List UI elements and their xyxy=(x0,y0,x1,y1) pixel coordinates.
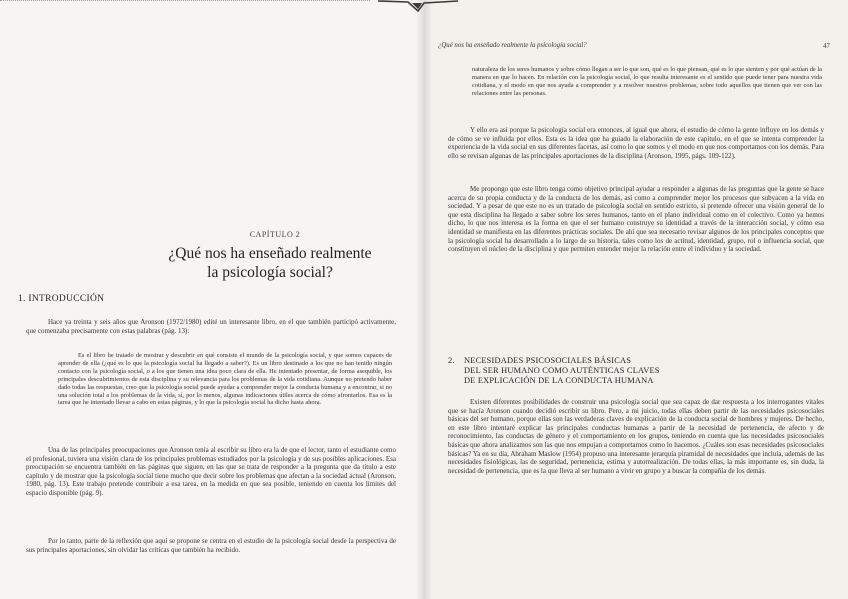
chapter-label: CAPÍTULO 2 xyxy=(249,230,301,239)
section-heading-line-1: NECESIDADES PSICOSOCIALES BÁSICAS xyxy=(464,356,632,365)
right-paragraph-1: Y ello era así porque la psicología social era entonces, al igual que ahora, el estudio de cómo la gente influye en los demás y de cómo se ve influida por ellos. Esta es la idea que ha guiado la elaboración de este capítulo, en el que se intenta comprender la experiencia de la vida social en sus diferentes facetas, así como lo que somos y el modo en que nos comportamos con los demás. Para ello se revisan algunas de las principales aportaciones de la disciplina (Aronson, 1995, págs. 109-122). xyxy=(448,126,824,160)
book-gutter-shadow xyxy=(416,0,432,599)
spine-tear-mark xyxy=(378,0,458,12)
chapter-title xyxy=(140,244,400,282)
section-heading-line-2: DEL SER HUMANO COMO AUTÉNTICAS CLAVES xyxy=(464,366,660,375)
running-head: ¿Qué nos ha enseñado realmente la psicología social? xyxy=(438,42,587,49)
chapter-title-line-1: ¿Qué nos ha enseñado realmente xyxy=(168,245,372,262)
scan-top-edge xyxy=(0,0,370,7)
quote-continuation: naturaleza de los seres humanos y sobre cómo llegan a ser lo que son, qué es lo que piensan, qué es lo que sienten y por qué actúan de la manera en que lo hacen. En relación con la psicología social, lo que resulta interesante es el sentido que puede tener para nuestra vida cotidiana, y el modo en que nos ayuda a comprender y a resolver nuestros problemas, sobre todo aquellos que tienen que ver con las relaciones entre las personas. xyxy=(472,66,822,97)
right-page xyxy=(424,0,848,599)
body-paragraph-1: Una de las principales preocupaciones que Aronson tenía al escribir su libro era la de que el lector, tanto el estudiante como el profesional, tuviera una visión clara de los principales problemas estudiados por la psicología y de sus posibles aplicaciones. Esa preocupación se encuentra también en las páginas que siguen, en las que se trata de responder a la pregunta que da título a este capítulo y de mostrar que la psicología social tiene mucho que decir sobre los problemas que afectan a la sociedad actual (Aronson, 1980, pág. 13). Este trabajo pretende contribuir a esa tarea, en la medida en que sea posible, teniendo en cuenta los límites del espacio disponible (pág. 9). xyxy=(26,446,396,497)
chapter-title-line-2: la psicología social? xyxy=(207,264,333,281)
block-quote: Es el libro he tratado de mostrar y descubrir en qué consiste el mundo de la psicología social, y que somos capaces de aprender de ella (¿qué es lo que la psicología social ha llegado a saber?). Es un libro destinado a los que no han tenido ningún contacto con la psicología social, o a los que tienen una idea poco clara de ella. He intentado presentar, de forma asequible, los principales descubrimientos de esta disciplina y su relevancia para los problemas de la vida cotidiana. Aunque no pretendo haber dado todas las respuestas, creo que la psicología social puede ayudar a comprender mejor la conducta humana y a encontrar, si no una solución total a los problemas de la vida, sí, por lo menos, algunas indicaciones útiles acerca de cómo afrontarlos. Esa es la tarea que he intentado llevar a cabo en estas páginas, y lo que la psicología social ha dicho hasta ahora. xyxy=(58,352,392,407)
right-paragraph-2: Me propongo que este libro tenga como objetivo principal ayudar a responder a algunas de las preguntas que la gente se hace acerca de su propia conducta y de la conducta de los demás, así como a comprender mejor los procesos que subyacen a la vida en sociedad. Y a pesar de que este no es un tratado de psicología social en sentido estricto, sí pretende ofrecer una visión general de lo que esta disciplina ha llegado a saber sobre los seres humanos, tanto en el plano individual como en el colectivo. Como ya hemos dicho, lo que nos interesa es la forma en que el ser humano construye su identidad a través de la interacción social, y cómo esa identidad se manifiesta en las diferentes prácticas sociales. De ahí que sea necesario revisar algunos de los principales conceptos que la psicología social ha desarrollado a lo largo de su historia, tales como los de actitud, identidad, grupo, rol o influencia social, que constituyen el núcleo de la disciplina y que permiten entender mejor la relación entre el individuo y la sociedad. xyxy=(448,185,824,254)
intro-paragraph: Hace ya treinta y seis años que Aronson (1972/1980) edité un interesante libro, en el que también participó activamente, que comenzaba precisamente con estas palabras (pág. 13): xyxy=(26,318,396,335)
page-number: 47 xyxy=(823,42,830,50)
body-paragraph-2: Por lo tanto, parte de la reflexión que aquí se propone se centra en el estudio de la psicología social desde la perspectiva de sus principales aportaciones, sin olvidar las críticas que también ha recibido. xyxy=(26,537,396,554)
section-heading-text xyxy=(464,356,818,386)
section-number: 2. xyxy=(448,356,455,365)
right-paragraph-3: Existen diferentes posibilidades de construir una psicología social que sea capaz de dar respuesta a los interrogantes vitales que se hacía Aronson cuando decidió escribir su libro. Pero, a mi juicio, todas ellas deben partir de las necesidades psicosociales básicas del ser humano, porque ellas son las verdaderas claves de explicación de la conducta social de hombres y mujeres. De hecho, en este libro intentaré explicar las principales conductas humanas a partir de la necesidad de pertenencia, de afecto y de reconocimiento, las conductas de género y el comportamiento en los grupos, teniendo en cuenta que las necesidades psicosociales básicas que ahora analizamos son las que nos empujan a comportarnos como lo hacemos. ¿Cuáles son esas necesidades psicosociales básicas? Ya en su día, Abraham Maslow (1954) propuso una interesante jerarquía piramidal de necesidades que incluía, además de las necesidades fisiológicas, las de seguridad, pertenencia, estima y autorrealización. De todas ellas, la más importante es, sin duda, la necesidad de pertenencia, que es la que lleva al ser humano a vivir en grupo y a buscar la compañía de los demás. xyxy=(448,398,824,475)
section-heading-line-3: DE EXPLICACIÓN DE LA CONDUCTA HUMANA xyxy=(464,376,654,385)
section-heading-introduction: 1. INTRODUCCIÓN xyxy=(18,294,105,304)
